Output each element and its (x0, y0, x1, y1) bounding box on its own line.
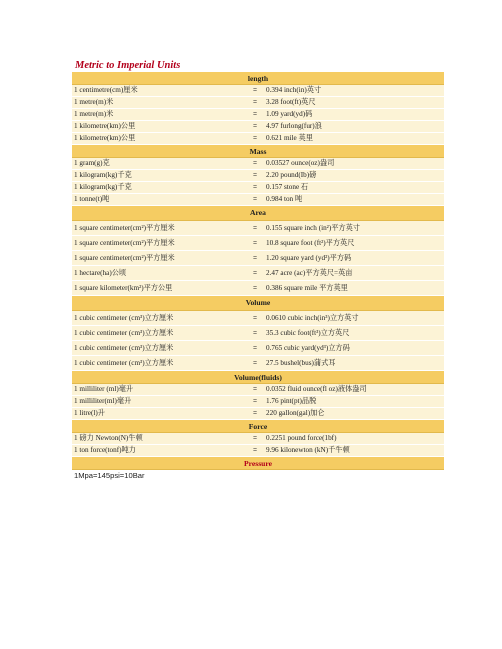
conversion-table (72, 72, 444, 470)
section-heading: Force (72, 420, 444, 433)
imperial-unit-cell: 0.394 inch(in)英寸 (264, 85, 444, 97)
metric-unit-cell: 1 kilogram(kg)千克 (72, 182, 246, 194)
equals-cell: = (246, 109, 264, 121)
metric-unit-cell: 1 metre(m)米 (72, 97, 246, 109)
page-title: Metric to Imperial Units (75, 60, 181, 71)
table-row (72, 311, 444, 326)
table-row (72, 97, 444, 109)
imperial-unit-cell: 9.96 kilonewton (kN)千牛顿 (264, 445, 444, 457)
conversion-table-body (72, 72, 444, 470)
metric-unit-cell: 1 milliliter (ml)毫升 (72, 384, 246, 396)
metric-unit-cell: 1 kilometre(km)公里 (72, 133, 246, 145)
equals-cell: = (246, 433, 264, 445)
table-row (72, 121, 444, 133)
metric-unit-cell: 1 ton force(tonf)吨力 (72, 445, 246, 457)
pressure-note: 1Mpa=145psi=10Bar (74, 471, 145, 480)
equals-cell: = (246, 326, 264, 341)
table-row (72, 326, 444, 341)
metric-unit-cell: 1 kilogram(kg)千克 (72, 170, 246, 182)
imperial-unit-cell: 0.155 square inch (in²)平方英寸 (264, 221, 444, 236)
imperial-unit-cell: 220 gallon(gal)加仑 (264, 408, 444, 420)
imperial-unit-cell: 0.03527 ounce(oz)盎司 (264, 158, 444, 170)
equals-cell: = (246, 408, 264, 420)
imperial-unit-cell: 3.28 foot(ft)英尺 (264, 97, 444, 109)
conversion-document (72, 60, 444, 481)
imperial-unit-cell: 10.8 square foot (ft²)平方英尺 (264, 236, 444, 251)
table-row (72, 251, 444, 266)
equals-cell: = (246, 396, 264, 408)
section-heading: Mass (72, 145, 444, 158)
equals-cell: = (246, 85, 264, 97)
equals-cell: = (246, 194, 264, 206)
table-row (72, 194, 444, 206)
equals-cell: = (246, 341, 264, 356)
table-row (72, 133, 444, 145)
section-header (72, 206, 444, 221)
metric-unit-cell: 1 tonne(t)吨 (72, 194, 246, 206)
section-heading: Volume(fluids) (72, 371, 444, 384)
section-heading: Pressure (72, 457, 444, 470)
section-header (72, 420, 444, 433)
table-row (72, 396, 444, 408)
metric-unit-cell: 1 hectare(ha)公顷 (72, 266, 246, 281)
section-header (72, 296, 444, 311)
equals-cell: = (246, 251, 264, 266)
section-header (72, 371, 444, 384)
metric-unit-cell: 1 centimetre(cm)厘米 (72, 85, 246, 97)
metric-unit-cell: 1 gram(g)克 (72, 158, 246, 170)
metric-unit-cell: 1 metre(m)米 (72, 109, 246, 121)
imperial-unit-cell: 27.5 bushel(bus)蒲式耳 (264, 356, 444, 371)
metric-unit-cell: 1 cubic centimeter (cm³)立方厘米 (72, 311, 246, 326)
section-header (72, 457, 444, 470)
equals-cell: = (246, 445, 264, 457)
metric-unit-cell: 1 square kilometer(km²)平方公里 (72, 281, 246, 296)
imperial-unit-cell: 1.76 pint(pt)品脱 (264, 396, 444, 408)
table-row (72, 445, 444, 457)
metric-unit-cell: 1 kilometre(km)公里 (72, 121, 246, 133)
table-row (72, 341, 444, 356)
table-row (72, 109, 444, 121)
section-heading: length (72, 72, 444, 85)
imperial-unit-cell: 2.47 acre (ac)平方英尺=英亩 (264, 266, 444, 281)
imperial-unit-cell: 0.386 square mile 平方英里 (264, 281, 444, 296)
equals-cell: = (246, 221, 264, 236)
equals-cell: = (246, 133, 264, 145)
imperial-unit-cell: 2.20 pound(Ib)磅 (264, 170, 444, 182)
metric-unit-cell: 1 square centimeter(cm²)平方厘米 (72, 221, 246, 236)
imperial-unit-cell: 0.984 ton 吨 (264, 194, 444, 206)
equals-cell: = (246, 170, 264, 182)
imperial-unit-cell: 0.2251 pound force(1bf) (264, 433, 444, 445)
imperial-unit-cell: 0.0610 cubic inch(in³)立方英寸 (264, 311, 444, 326)
metric-unit-cell: 1 cubic centimeter (cm³)立方厘米 (72, 341, 246, 356)
equals-cell: = (246, 97, 264, 109)
equals-cell: = (246, 236, 264, 251)
equals-cell: = (246, 182, 264, 194)
equals-cell: = (246, 356, 264, 371)
metric-unit-cell: 1 litre(l)升 (72, 408, 246, 420)
table-row (72, 182, 444, 194)
section-header (72, 145, 444, 158)
metric-unit-cell: 1 磅力 Newton(N)牛顿 (72, 433, 246, 445)
imperial-unit-cell: 0.157 stone 石 (264, 182, 444, 194)
metric-unit-cell: 1 cubic centimeter (cm³)立方厘米 (72, 356, 246, 371)
table-row (72, 170, 444, 182)
table-row (72, 85, 444, 97)
metric-unit-cell: 1 milliliter(ml)毫升 (72, 396, 246, 408)
table-row (72, 221, 444, 236)
imperial-unit-cell: 1.09 yard(yd)码 (264, 109, 444, 121)
table-row (72, 266, 444, 281)
imperial-unit-cell: 35.3 cubic foot(ft³)立方英尺 (264, 326, 444, 341)
imperial-unit-cell: 0.621 mile 英里 (264, 133, 444, 145)
table-row (72, 281, 444, 296)
table-row (72, 408, 444, 420)
metric-unit-cell: 1 square centimeter(cm²)平方厘米 (72, 236, 246, 251)
equals-cell: = (246, 384, 264, 396)
imperial-unit-cell: 1.20 square yard (yd²)平方码 (264, 251, 444, 266)
table-row (72, 236, 444, 251)
equals-cell: = (246, 158, 264, 170)
equals-cell: = (246, 311, 264, 326)
equals-cell: = (246, 121, 264, 133)
table-row (72, 384, 444, 396)
equals-cell: = (246, 281, 264, 296)
equals-cell: = (246, 266, 264, 281)
section-heading: Area (72, 206, 444, 221)
metric-unit-cell: 1 square centimeter(cm²)平方厘米 (72, 251, 246, 266)
table-row (72, 356, 444, 371)
table-row (72, 158, 444, 170)
metric-unit-cell: 1 cubic centimeter (cm³)立方厘米 (72, 326, 246, 341)
imperial-unit-cell: 0.0352 fluid ounce(fl oz)液体盎司 (264, 384, 444, 396)
imperial-unit-cell: 0.765 cubic yard(yd³)立方码 (264, 341, 444, 356)
section-header (72, 72, 444, 85)
table-row (72, 433, 444, 445)
imperial-unit-cell: 4.97 furlong(fur)浪 (264, 121, 444, 133)
section-heading: Volume (72, 296, 444, 311)
